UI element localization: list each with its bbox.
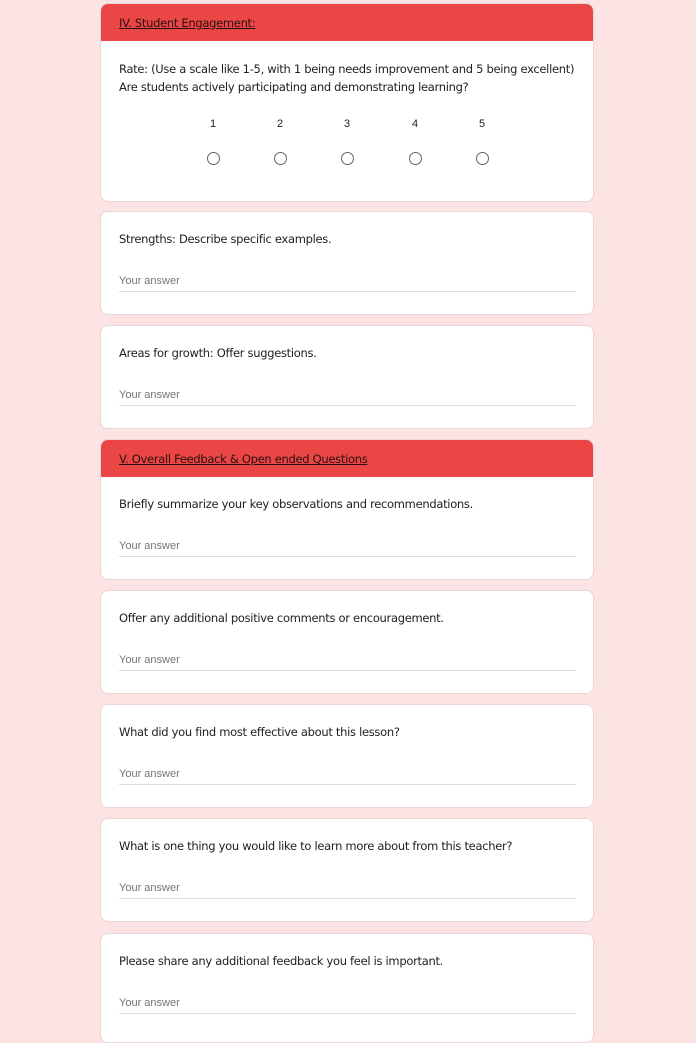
scale-option-2[interactable] xyxy=(270,118,290,165)
question-text: Please share any additional feedback you feel is important. xyxy=(119,954,444,968)
radio-button[interactable] xyxy=(341,152,354,165)
question-text: Strengths: Describe specific examples. xyxy=(119,232,332,246)
question-card-learn-more xyxy=(100,818,594,922)
scale-label: 2 xyxy=(276,118,284,130)
section-header xyxy=(101,440,593,477)
scale-option-5[interactable] xyxy=(472,118,492,165)
scale-label: 5 xyxy=(478,118,486,130)
scale-option-4[interactable] xyxy=(405,118,425,165)
question-card-additional-feedback xyxy=(100,933,594,1043)
radio-button[interactable] xyxy=(207,152,220,165)
scale-option-1[interactable] xyxy=(203,118,223,165)
section-iv-card xyxy=(100,3,594,202)
section-title: IV. Student Engagement: xyxy=(119,16,256,30)
question-card-most-effective xyxy=(100,704,594,808)
section-v-card xyxy=(100,439,594,580)
radio-button[interactable] xyxy=(409,152,422,165)
rating-question-line2: Are students actively participating and demonstrating learning? xyxy=(119,80,469,94)
scale-option-3[interactable] xyxy=(337,118,357,165)
answer-input[interactable] xyxy=(119,878,576,899)
scale-label: 3 xyxy=(343,118,351,130)
rating-question-line1: Rate: (Use a scale like 1-5, with 1 being needs improvement and 5 being excellent) xyxy=(119,62,575,76)
question-text: What is one thing you would like to learn more about from this teacher? xyxy=(119,839,513,853)
question-card-positive-comments xyxy=(100,590,594,694)
radio-button[interactable] xyxy=(476,152,489,165)
section-title: V. Overall Feedback & Open ended Questions xyxy=(119,452,368,466)
answer-input[interactable] xyxy=(119,993,576,1014)
question-text: Briefly summarize your key observations and recommendations. xyxy=(119,497,473,511)
scale-label: 4 xyxy=(411,118,419,130)
question-text: What did you find most effective about this lesson? xyxy=(119,725,400,739)
answer-input[interactable] xyxy=(119,764,576,785)
answer-input[interactable] xyxy=(119,650,576,671)
section-header xyxy=(101,4,593,41)
question-text: Offer any additional positive comments or encouragement. xyxy=(119,611,444,625)
question-text: Areas for growth: Offer suggestions. xyxy=(119,346,317,360)
question-card-growth xyxy=(100,325,594,429)
answer-input[interactable] xyxy=(119,271,576,292)
scale-label: 1 xyxy=(209,118,217,130)
radio-button[interactable] xyxy=(274,152,287,165)
answer-input[interactable] xyxy=(119,536,576,557)
answer-input[interactable] xyxy=(119,385,576,406)
question-card-strengths xyxy=(100,211,594,315)
